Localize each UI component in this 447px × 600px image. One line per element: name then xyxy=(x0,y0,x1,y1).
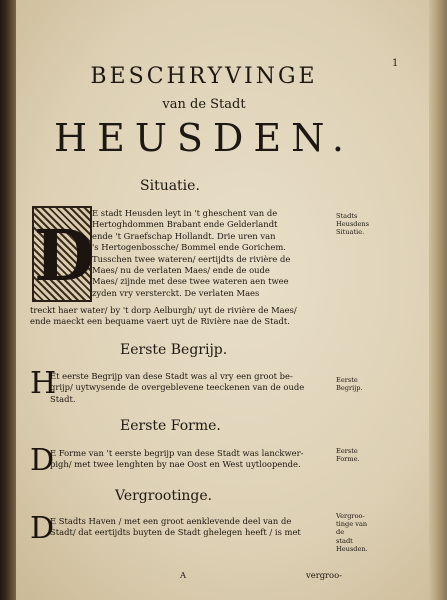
text-line: pigh/ met twee lenghten by nae Oost en West uytloopende. xyxy=(50,459,301,470)
margin-note-situatie: Stadts Heusdens Situatie. xyxy=(336,212,370,237)
text-line: Tusschen twee wateren/ eertijdts de rivière de xyxy=(92,253,291,264)
text-line: ende maeckt een bequame vaert uyt de Rivière nae de Stadt. xyxy=(30,316,290,327)
margin-note-vergrootinge: Vergroo- tinge van de stadt Heusden. xyxy=(336,512,368,553)
text-line: Et eerste Begrijp van dese Stadt was al vry een groot be- xyxy=(50,371,293,381)
paragraph-vergrootinge xyxy=(50,516,332,539)
text-line: Maes/ zijnde met dese twee wateren aen twee xyxy=(92,276,289,287)
text-line: 's Hertogenbossche/ Bommel ende Gorichem. xyxy=(92,242,286,253)
section-heading-vergrootinge: Vergrootinge. xyxy=(115,488,213,504)
initial-letter: D xyxy=(30,511,55,546)
margin-note-forme: Eerste Forme. xyxy=(336,447,360,464)
initial-letter: D xyxy=(34,214,95,297)
text-line: Hertoghdommen Brabant ende Gelderlandt xyxy=(92,219,278,230)
text-line: zyden vry versterckt. De verlaten Maes xyxy=(92,287,260,298)
initial-letter: D xyxy=(30,443,55,478)
text-line: E Stadts Haven / met een groot aenklevende deel van de xyxy=(50,516,292,526)
title-line-1: BESCHRYVINGE xyxy=(90,64,318,89)
paragraph-situatie xyxy=(92,208,332,299)
text-line: E Forme van 't eerste begrijp van dese Stadt was lanckwer- xyxy=(50,448,304,458)
text-line: Stadt/ dat eertijdts buyten de Stadt ghelegen heeft / is met xyxy=(50,527,301,538)
page-edge xyxy=(429,0,447,600)
text-line: Stadt. xyxy=(50,393,76,404)
initial-letter: H xyxy=(30,366,57,401)
signature-mark: A xyxy=(180,570,187,580)
section-heading-begrip: Eerste Begrijp. xyxy=(120,342,228,358)
title-line-2: van de Stadt xyxy=(162,97,246,112)
paragraph-begrip xyxy=(50,371,332,405)
decorated-initial xyxy=(32,206,95,302)
text-line: grijp/ uytwysende de overgeblevene teeckenen van de oude xyxy=(50,382,305,393)
margin-note-begrip: Eerste Begrijp. xyxy=(336,376,363,393)
text-line: Maes/ nu de verlaten Maes/ ende de oude xyxy=(92,265,270,276)
section-heading-forme: Eerste Forme. xyxy=(120,418,221,434)
book-spine xyxy=(0,0,16,600)
section-heading-situatie: Situatie. xyxy=(140,178,200,194)
title-line-3: HEUSDEN. xyxy=(53,116,355,160)
paragraph-situatie-continued xyxy=(30,305,332,328)
paragraph-forme xyxy=(50,448,332,471)
catchword: vergroo- xyxy=(306,570,342,580)
text-line: treckt haer water/ by 't dorp Aelburgh/ uyt de rivière de Maes/ xyxy=(30,305,297,315)
text-line: E stadt Heusden leyt in 't gheschent van de xyxy=(92,208,278,218)
page-number: 1 xyxy=(392,58,399,69)
text-line: ende 't Graefschap Hollandt. Drie uren van xyxy=(92,230,276,241)
